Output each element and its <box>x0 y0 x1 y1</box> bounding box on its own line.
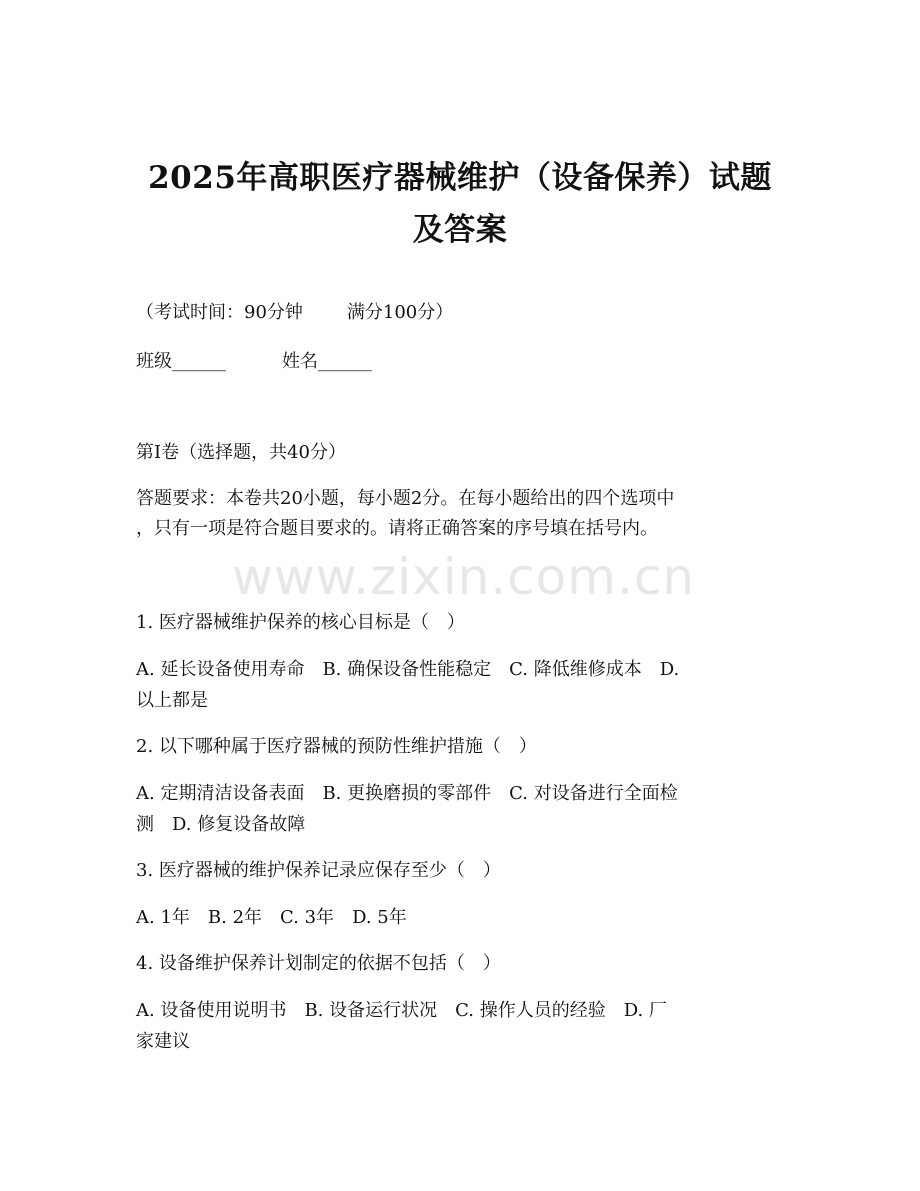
exam-title: 2025年高职医疗器械维护（设备保养）试题 <box>148 160 772 196</box>
question-1-options <box>136 654 786 686</box>
section-requirement: 答题要求：本卷共20小题，每小题2分。在每小题给出的四个选项中 <box>136 488 675 509</box>
option: B. 设备运行状况 <box>304 1000 438 1021</box>
exam-meta <box>136 297 786 329</box>
exam-title-continued: 及答案 <box>412 212 508 248</box>
option: C. 对设备进行全面检 <box>509 783 678 804</box>
question-4-stem: 4. 设备维护保养计划制定的依据不包括（ ） <box>136 953 501 974</box>
name-field: 姓名______ <box>282 351 372 372</box>
option: D. 厂 <box>623 1000 667 1021</box>
option: A. 1年 <box>136 907 190 928</box>
question-3-stem: 3. 医疗器械的维护保养记录应保存至少（ ） <box>136 860 501 881</box>
exam-score: 满分100分） <box>346 302 454 323</box>
question-3-options <box>136 902 786 934</box>
question-4-options <box>136 995 786 1027</box>
option: C. 降低维修成本 <box>509 659 642 680</box>
option: B. 2年 <box>207 907 263 928</box>
question-2-options-continued <box>136 809 786 841</box>
question-2-stem: 2. 以下哪种属于医疗器械的预防性维护措施（ ） <box>136 736 537 757</box>
option: A. 延长设备使用寿命 <box>136 659 305 680</box>
option: D. 修复设备故障 <box>172 814 306 835</box>
option: C. 3年 <box>280 907 335 928</box>
option: A. 设备使用说明书 <box>136 1000 287 1021</box>
question-4-options-continued: 家建议 <box>136 1031 190 1052</box>
section-requirement-continued: ，只有一项是符合题目要求的。请将正确答案的序号填在括号内。 <box>136 518 658 539</box>
section-heading: 第Ⅰ卷（选择题，共40分） <box>136 442 347 463</box>
option: C. 操作人员的经验 <box>455 1000 606 1021</box>
exam-time: （考试时间：90分钟 <box>136 302 303 323</box>
watermark: www.zixin.com.cn <box>232 548 696 606</box>
option: A. 定期清洁设备表面 <box>136 783 305 804</box>
question-1-options-continued: 以上都是 <box>136 690 208 711</box>
class-field: 班级______ <box>136 351 226 372</box>
question-1-stem: 1. 医疗器械维护保养的核心目标是（ ） <box>136 612 465 633</box>
question-2-options <box>136 778 786 810</box>
option: B. 确保设备性能稳定 <box>322 659 492 680</box>
option-continued: 测 <box>136 814 154 835</box>
option: D. <box>659 659 680 680</box>
student-info <box>136 346 786 378</box>
option: B. 更换磨损的零部件 <box>322 783 492 804</box>
option: D. 5年 <box>352 907 407 928</box>
